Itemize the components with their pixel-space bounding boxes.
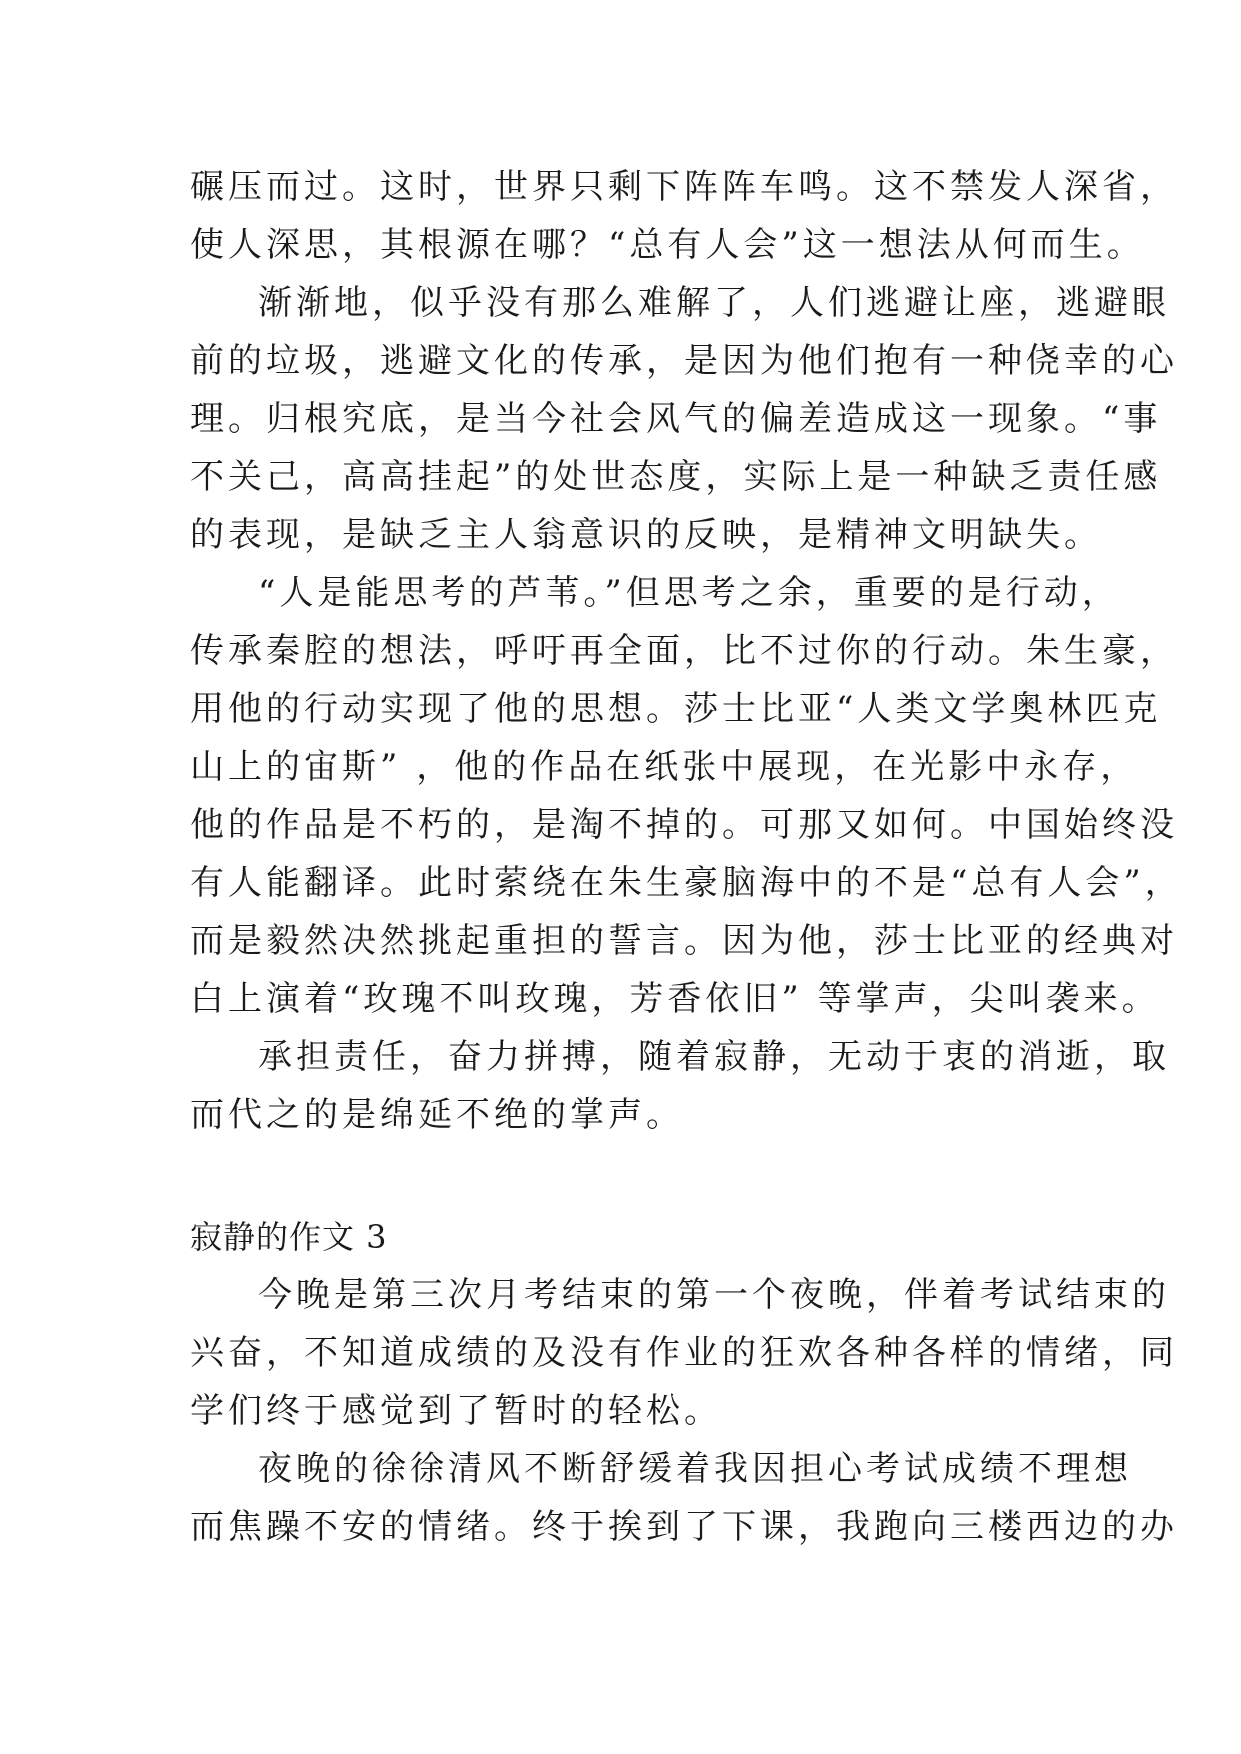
text-line: 有人能翻译。此时萦绕在朱生豪脑海中的不是“总有人会”， — [190, 863, 1183, 903]
text-line: 前的垃圾，逃避文化的传承，是因为他们抱有一种侥幸的心 — [190, 341, 1178, 381]
text-line: 理。归根究底，是当今社会风气的偏差造成这一现象。“事 — [190, 399, 1162, 439]
text-line: 而是毅然决然挑起重担的誓言。因为他，莎士比亚的经典对 — [190, 921, 1178, 961]
text-line: 他的作品是不朽的，是淘不掉的。可那又如何。中国始终没 — [190, 805, 1178, 845]
document-page — [190, 158, 1183, 1556]
text-line: 夜晚的徐徐清风不断舒缓着我因担心考试成绩不理想 — [258, 1449, 1132, 1489]
text-line: 今晚是第三次月考结束的第一个夜晚，伴着考试结束的 — [258, 1275, 1170, 1315]
text-line: 用他的行动实现了他的思想。莎士比亚“人类文学奥林匹克 — [190, 689, 1162, 729]
text-line: “人是能思考的芦苇。”但思考之余，重要的是行动， — [258, 573, 1120, 613]
text-line: 学们终于感觉到了暂时的轻松。 — [190, 1391, 722, 1431]
text-line: 而代之的是绵延不绝的掌声。 — [190, 1095, 684, 1135]
section-heading: 寂静的作文 3 — [190, 1218, 388, 1256]
text-line: 承担责任，奋力拼搏，随着寂静，无动于衷的消逝，取 — [258, 1037, 1170, 1077]
text-line: 渐渐地，似乎没有那么难解了，人们逃避让座，逃避眼 — [258, 283, 1170, 323]
text-line: 传承秦腔的想法，呼吁再全面，比不过你的行动。朱生豪， — [190, 631, 1178, 671]
text-line: 山上的宙斯” ，他的作品在纸张中展现，在光影中永存， — [190, 747, 1139, 787]
text-line: 碾压而过。这时，世界只剩下阵阵车鸣。这不禁发人深省， — [190, 167, 1178, 207]
text-line: 兴奋，不知道成绩的及没有作业的狂欢各种各样的情绪，同 — [190, 1333, 1178, 1373]
text-line: 白上演着“玫瑰不叫玫瑰，芳香依旧” 等掌声，尖叫袭来。 — [190, 979, 1160, 1019]
text-line: 不关己，高高挂起”的处世态度，实际上是一种缺乏责任感 — [190, 457, 1162, 497]
text-line: 使人深思，其根源在哪？“总有人会”这一想法从何而生。 — [190, 225, 1145, 265]
text-line: 而焦躁不安的情绪。终于挨到了下课，我跑向三楼西边的办 — [190, 1507, 1178, 1547]
text-line: 的表现，是缺乏主人翁意识的反映，是精神文明缺失。 — [190, 515, 1102, 555]
